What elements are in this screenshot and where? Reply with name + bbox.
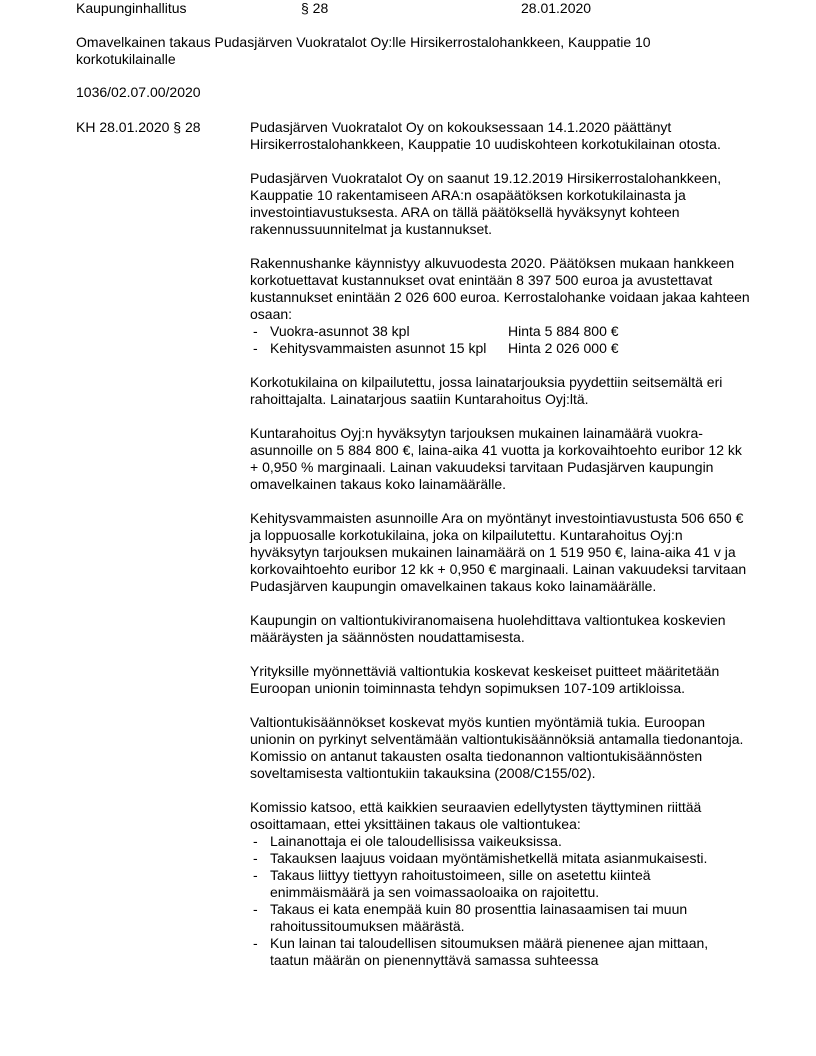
condition-text: Takaus ei kata enempää kuin 80 prosenttia lainasaamisen tai muun rahoitussitoumuksen määrästä. [270, 901, 688, 934]
condition-text: Kun lainan tai taloudellisen sitoumuksen määrä pienenee ajan mittaan, taatun määrän on pienennyttävä samassa suhteessa [270, 935, 709, 968]
document-title: Omavelkainen takaus Pudasjärven Vuokratalot Oy:lle Hirsikerrostalohankkeen, Kauppatie 10 korkotukilainalle [76, 34, 651, 67]
condition-text: Lainanottaja ei ole taloudellisissa vaikeuksissa. [270, 833, 562, 849]
paragraph-10: Komissio katsoo, että kaikkien seuraavien edellytysten täyttyminen riittää osoittamaan, ettei yksittäinen takaus ole valtiontukea: [250, 799, 702, 832]
price-item-name: Kehitysvammaisten asunnot 15 kpl [270, 340, 487, 356]
price-item-price: Hinta 2 026 000 € [508, 340, 619, 356]
header-date: 28.01.2020 [521, 0, 592, 16]
dash-bullet: - [253, 935, 258, 951]
dash-bullet: - [253, 340, 258, 356]
paragraph-4: Korkotukilaina on kilpailutettu, jossa lainatarjouksia pyydettiin seitsemältä eri rahoittajalta. Lainatarjous saatiin Kuntarahoitus Oyj:ltä. [250, 374, 723, 407]
paragraph-9: Valtiontukisäännökset koskevat myös kuntien myöntämiä tukia. Euroopan unionin on pyrkinyt selventämään valtiontukisäännöksiä antamalla tiedonantoja. Komissio on antanut takausten osalta tiedonannon valtiontukisäännösten soveltamisesta valtiontukiin takauksina (2008/C155/02). [250, 714, 744, 781]
list-item [250, 901, 750, 935]
paragraph-5: Kuntarahoitus Oyj:n hyväksytyn tarjouksen mukainen lainamäärä vuokra-asunnoille on 5 884 800 €, laina-aika 41 vuotta ja korkovaihtoehto euribor 12 kk + 0,950 % marginaali. Lainan vakuudeksi tarvitaan Pudasjärven kaupungin omavelkainen takaus koko lainamäärälle. [250, 425, 742, 492]
dash-bullet: - [253, 901, 258, 917]
list-item [250, 867, 750, 901]
dash-bullet: - [253, 867, 258, 883]
list-item [250, 340, 750, 357]
dash-bullet: - [253, 323, 258, 339]
price-list [250, 323, 750, 357]
dash-bullet: - [253, 833, 258, 849]
meeting-reference: KH 28.01.2020 § 28 [76, 119, 201, 135]
paragraph-6: Kehitysvammaisten asunnoille Ara on myöntänyt investointiavustusta 506 650 € ja loppuosalle korkotukilaina, joka on kilpailutettu. Kuntarahoitus Oyj:n hyväksytyn tarjouksen mukainen lainamäärä on 1 519 950 €, laina-aika 41 v ja korkovaihtoehto euribor 12 kk + 0,950 € marginaali. Lainan vakuudeksi tarvitaan Pudasjärven kaupungin omavelkainen takaus koko lainamäärälle. [250, 510, 747, 594]
paragraph-1: Pudasjärven Vuokratalot Oy on kokouksessaan 14.1.2020 päättänyt Hirsikerrostalohankkeen, Kauppatie 10 uudiskohteen korkotukilainan otosta. [250, 119, 721, 152]
dash-bullet: - [253, 850, 258, 866]
paragraph-3: Rakennushanke käynnistyy alkuvuodesta 2020. Päätöksen mukaan hankkeen korkotuettavat kustannukset ovat enintään 8 397 500 euroa ja avustettavat kustannukset enintään 2 026 600 euroa. Kerrostalohanke voidaan jakaa kahteen osaan: [250, 255, 750, 322]
header-organ: Kaupunginhallitus [76, 0, 187, 16]
document-body [250, 119, 750, 969]
list-item [250, 935, 750, 969]
header-paragraph: § 28 [301, 0, 329, 16]
price-item-name: Vuokra-asunnot 38 kpl [270, 323, 410, 339]
condition-text: Takaus liittyy tiettyyn rahoitustoimeen, sille on asetettu kiinteä enimmäismäärä ja sen voimassaoloaika on rajoitettu. [270, 867, 651, 900]
condition-text: Takauksen laajuus voidaan myöntämishetkellä mitata asianmukaisesti. [270, 850, 708, 866]
paragraph-2: Pudasjärven Vuokratalot Oy on saanut 19.12.2019 Hirsikerrostalohankkeen, Kauppatie 10 rakentamiseen ARA:n osapäätöksen korkotukilainasta ja investointiavustuksesta. ARA on tällä päätöksellä hyväksynyt kohteen rakennussuunnitelmat ja kustannukset. [250, 170, 722, 237]
price-item-price: Hinta 5 884 800 € [508, 323, 619, 339]
list-item [250, 833, 750, 850]
paragraph-7: Kaupungin on valtiontukiviranomaisena huolehdittava valtiontukea koskevien määräysten ja säännösten noudattamisesta. [250, 612, 726, 645]
conditions-list [250, 833, 750, 969]
case-reference: 1036/02.07.00/2020 [76, 84, 201, 100]
list-item [250, 850, 750, 867]
paragraph-8: Yrityksille myönnettäviä valtiontukia koskevat keskeiset puitteet määritetään Euroopan unionin toiminnasta tehdyn sopimuksen 107-109 artikloissa. [250, 663, 720, 696]
list-item [250, 323, 750, 340]
